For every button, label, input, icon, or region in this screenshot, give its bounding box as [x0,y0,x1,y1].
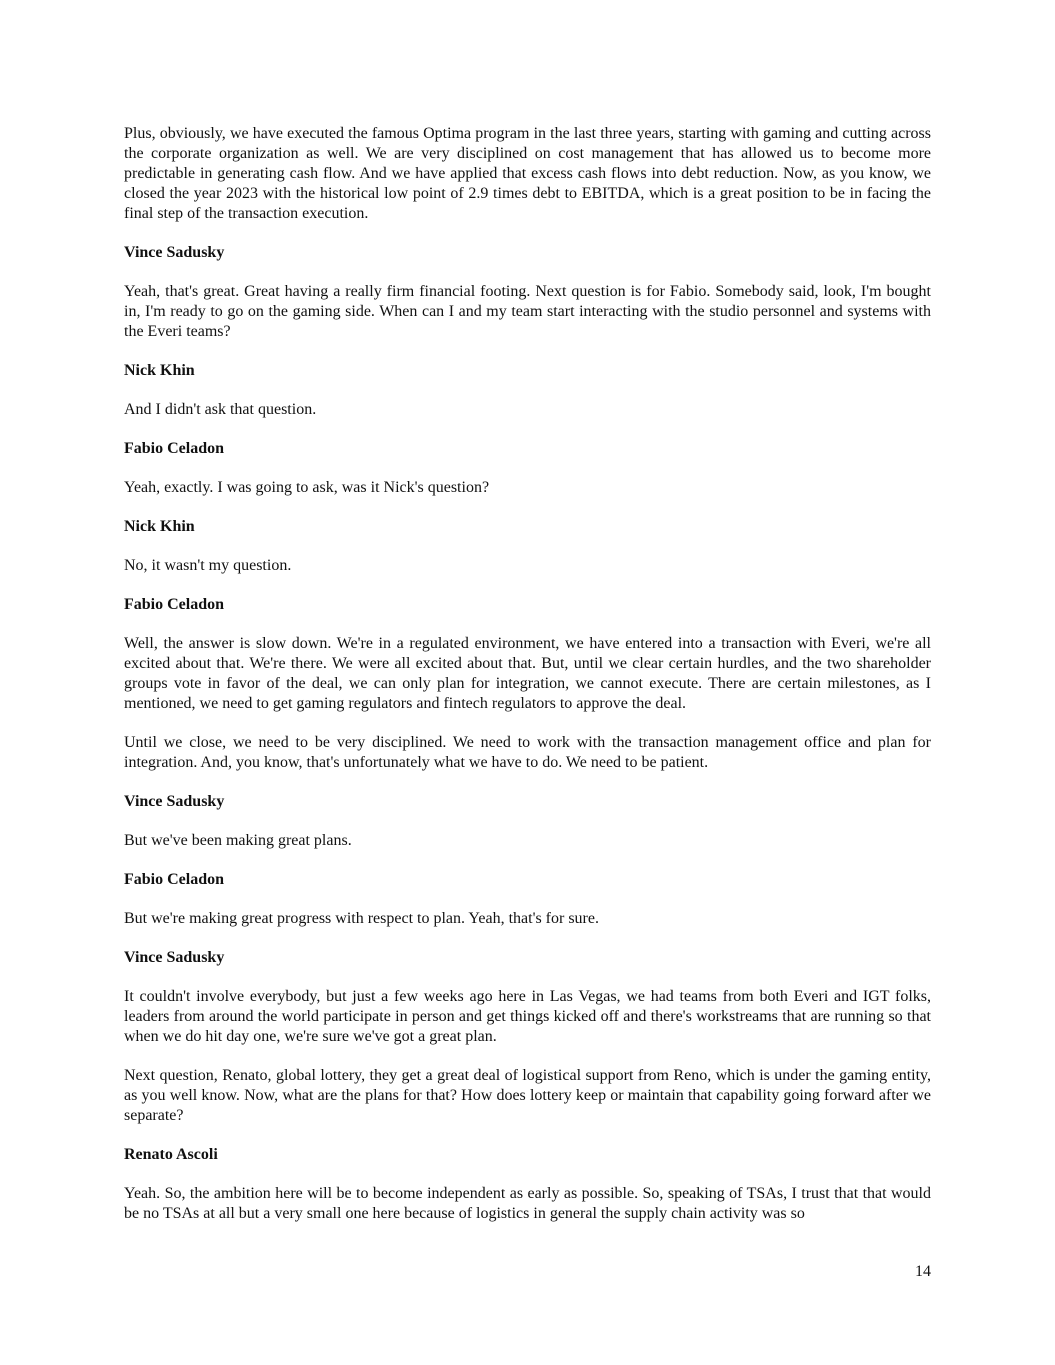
transcript-body [124,124,931,1224]
speaker-name: Fabio Celadon [124,871,225,888]
transcript-paragraph: Until we close, we need to be very disciplined. We need to work with the transaction management office and plan for integration. And, you know, that's unfortunately what we have to do. We need to be patient. [124,734,931,771]
speaker-name: Nick Khin [124,362,195,379]
speaker-name: Vince Sadusky [124,949,225,966]
speaker-name: Fabio Celadon [124,440,225,457]
transcript-paragraph: No, it wasn't my question. [124,557,292,574]
speaker-name: Vince Sadusky [124,244,225,261]
transcript-paragraph: Plus, obviously, we have executed the famous Optima program in the last three years, starting with gaming and cutting across the corporate organization as well. We are very disciplined on cost management that has allowed us to become more predictable in generating cash flow. And we have applied that excess cash flows into debt reduction. Now, as you know, we closed the year 2023 with the historical low point of 2.9 times debt to EBITDA, which is a great position to be in facing the final step of the transaction execution. [124,125,931,222]
speaker-name: Vince Sadusky [124,793,225,810]
transcript-paragraph: Next question, Renato, global lottery, they get a great deal of logistical support from Reno, which is under the gaming entity, as you well know. Now, what are the plans for that? How does lottery keep or maintain that capability going forward after we separate? [124,1067,931,1124]
speaker-name: Renato Ascoli [124,1146,218,1163]
transcript-paragraph: Yeah. So, the ambition here will be to become independent as early as possible. So, speaking of TSAs, I trust that that would be no TSAs at all but a very small one here because of logistics in general the supply chain activity was so [124,1185,931,1222]
transcript-paragraph: Well, the answer is slow down. We're in a regulated environment, we have entered into a transaction with Everi, we're all excited about that. We're there. We were all excited about that. But, until we clear certain hurdles, and the two shareholder groups vote in favor of the deal, we can only plan for integration, we cannot execute. There are certain milestones, as I mentioned, we need to get gaming regulators and fintech regulators to approve the deal. [124,635,931,712]
transcript-paragraph: And I didn't ask that question. [124,401,317,418]
speaker-name: Nick Khin [124,518,195,535]
transcript-paragraph: But we're making great progress with respect to plan. Yeah, that's for sure. [124,910,599,927]
transcript-paragraph: But we've been making great plans. [124,832,352,849]
speaker-name: Fabio Celadon [124,596,225,613]
page-number: 14 [915,1263,931,1280]
transcript-paragraph: It couldn't involve everybody, but just a few weeks ago here in Las Vegas, we had teams from both Everi and IGT folks, leaders from around the world participate in person and get things kicked off and there's workstreams that are running so that when we do hit day one, we're sure we've got a great plan. [124,988,931,1045]
transcript-paragraph: Yeah, exactly. I was going to ask, was it Nick's question? [124,479,490,496]
transcript-paragraph: Yeah, that's great. Great having a really firm financial footing. Next question is for Fabio. Somebody said, look, I'm bought in, I'm ready to go on the gaming side. When can I and my team start interacting with the studio personnel and systems with the Everi teams? [124,283,931,340]
